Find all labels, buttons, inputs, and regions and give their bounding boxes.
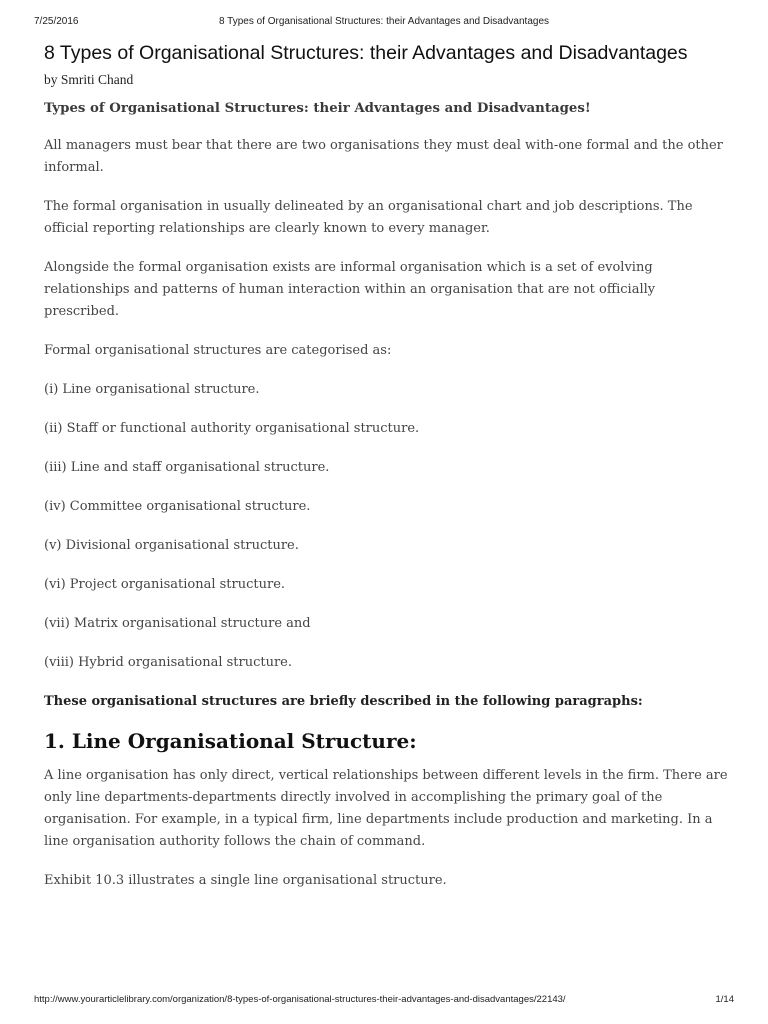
print-footer [34, 994, 734, 1008]
list-item: (i) Line organisational structure. [44, 382, 260, 397]
section-heading: 1. Line Organisational Structure: [44, 729, 417, 753]
list-item: (v) Divisional organisational structure. [44, 538, 299, 553]
paragraph: Exhibit 10.3 illustrates a single line organisational structure. [44, 873, 447, 888]
source-url: http://www.yourarticlelibrary.com/organization/8-types-of-organisational-structures-their-advantages-and-disadvantages/22143/ [34, 994, 566, 1005]
paragraph: A line organisation has only direct, vertical relationships between different levels in the firm. There are only line departments-departments directly involved in accomplishing the primary goal of the organisation. For example, in a typical firm, line departments include production and marketing. In a line organisation authority follows the chain of command. [44, 768, 728, 849]
print-doc-title: 8 Types of Organisational Structures: their Advantages and Disadvantages [218, 16, 549, 27]
print-date: 7/25/2016 [34, 16, 79, 27]
list-item: (iv) Committee organisational structure. [44, 499, 311, 514]
list-item: (ii) Staff or functional authority organisational structure. [44, 421, 420, 436]
paragraph: All managers must bear that there are two organisations they must deal with-one formal and the other informal. [44, 138, 723, 175]
list-item: (viii) Hybrid organisational structure. [44, 655, 293, 670]
page-number: 1/14 [715, 994, 734, 1005]
article-title: 8 Types of Organisational Structures: their Advantages and Disadvantages [44, 42, 688, 64]
list-item: (vii) Matrix organisational structure and [44, 616, 311, 631]
structures-intro: These organisational structures are briefly described in the following paragraphs: [44, 694, 643, 709]
print-header [34, 16, 734, 30]
list-item: (iii) Line and staff organisational structure. [44, 460, 330, 475]
lead-text: Types of Organisational Structures: their Advantages and Disadvantages! [44, 101, 591, 116]
list-item: (vi) Project organisational structure. [44, 577, 286, 592]
byline: by Smriti Chand [44, 72, 134, 87]
article-body [44, 98, 734, 909]
paragraph: The formal organisation in usually delineated by an organisational chart and job descriptions. The official reporting relationships are clearly known to every manager. [44, 199, 693, 236]
paragraph: Alongside the formal organisation exists are informal organisation which is a set of evolving relationships and patterns of human interaction within an organisation that are not officially prescribed. [44, 260, 656, 319]
paragraph: Formal organisational structures are categorised as: [44, 343, 392, 358]
